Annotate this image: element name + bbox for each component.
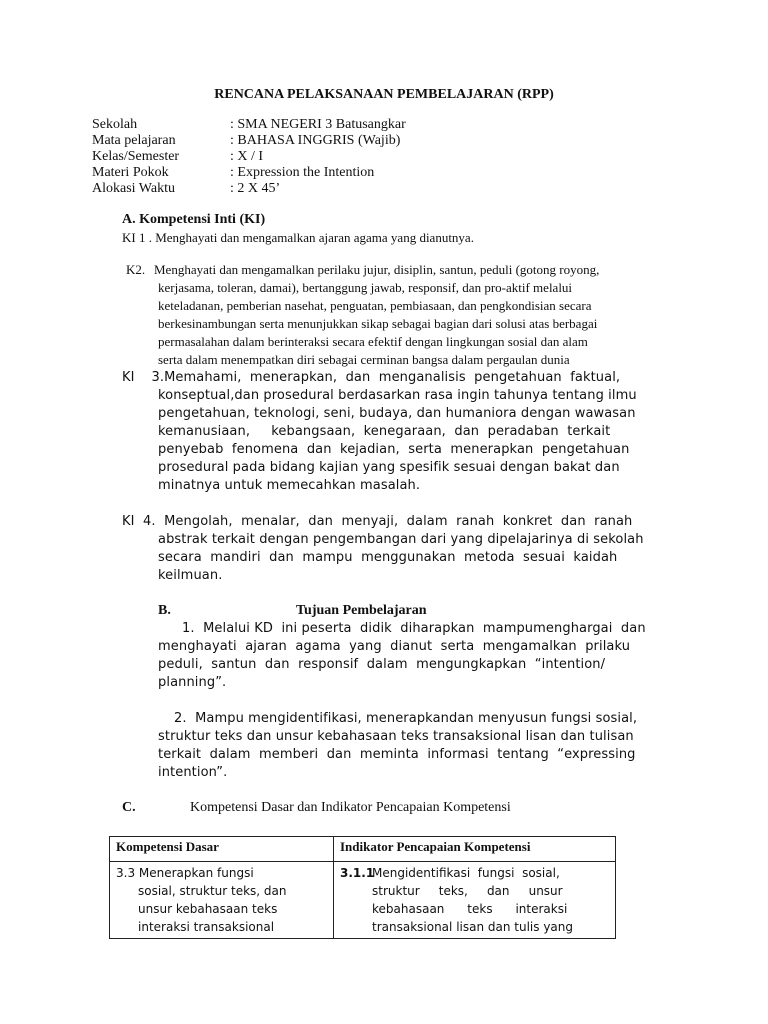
ki2-line: keteladanan, pemberian nasehat, penguatan, pembiasaan, dan pengkondisian secara bbox=[158, 298, 592, 313]
identity-row bbox=[92, 149, 263, 165]
ki2-line: serta dalam menempatkan diri sebagai cerminan bangsa dalam pergaulan dunia bbox=[158, 352, 570, 367]
tujuan-line: menghayati ajaran agama yang dianut serta mengamalkan prilaku bbox=[158, 639, 631, 654]
identity-label: Mata pelajaran bbox=[92, 133, 176, 148]
tujuan-line: intention”. bbox=[158, 765, 228, 780]
ki3-line: prosedural pada bidang kajian yang spesifik sesuai dengan bakat dan bbox=[158, 460, 620, 475]
kd-line: 3.3 Menerapkan fungsi bbox=[116, 866, 254, 880]
tujuan-line: planning”. bbox=[158, 675, 227, 690]
ipk-line: kebahasaan teks interaksi bbox=[372, 902, 568, 916]
section-c-heading: Kompetensi Dasar dan Indikator Pencapaian Kompetensi bbox=[190, 800, 511, 815]
tujuan-line: struktur teks dan unsur kebahasaan teks transaksional lisan dan tulisan bbox=[158, 729, 634, 744]
tujuan-point-2 bbox=[158, 710, 678, 782]
ki3-line: kemanusiaan, kebangsaan, kenegaraan, dan peradaban terkait bbox=[158, 424, 611, 439]
identity-value: : SMA NEGERI 3 Batusangkar bbox=[230, 117, 406, 132]
competency-table bbox=[109, 836, 616, 939]
table-header-kd: Kompetensi Dasar bbox=[110, 837, 334, 862]
table-row bbox=[110, 862, 616, 939]
ipk-line: Mengidentifikasi fungsi sosial, bbox=[372, 866, 560, 880]
tujuan-line: 2. Mampu mengidentifikasi, menerapkandan menyusun fungsi sosial, bbox=[174, 711, 638, 726]
ki4-line: KI 4. Mengolah, menalar, dan menyaji, dalam ranah konkret dan ranah bbox=[122, 514, 633, 529]
ki2-label: K2. bbox=[126, 262, 146, 277]
ki4-text bbox=[122, 513, 677, 585]
identity-value: : X / I bbox=[230, 149, 264, 164]
identity-row bbox=[92, 165, 374, 181]
kd-line: interaksi transaksional bbox=[138, 920, 275, 934]
identity-row bbox=[92, 133, 400, 149]
table-header-row bbox=[110, 837, 616, 862]
ki3-line: minatnya untuk memecahkan masalah. bbox=[158, 478, 421, 493]
identity-label: Kelas/Semester bbox=[92, 149, 180, 164]
ki3-line: konseptual,dan prosedural berdasarkan rasa ingin tahunya tentang ilmu bbox=[158, 388, 637, 403]
ki3-line: KI 3.Memahami, menerapkan, dan menganalisis pengetahuan faktual, bbox=[122, 370, 621, 385]
identity-label: Materi Pokok bbox=[92, 165, 169, 180]
identity-value: : BAHASA INGGRIS (Wajib) bbox=[230, 133, 401, 148]
ki2-text bbox=[154, 261, 658, 369]
identity-label: Sekolah bbox=[92, 117, 138, 132]
kd-line: sosial, struktur teks, dan bbox=[138, 884, 287, 898]
ki2-line: kerjasama, toleran, damai), bertanggung jawab, responsif, dan pro-aktif melalui bbox=[158, 280, 573, 295]
kd-line: unsur kebahasaan teks bbox=[138, 902, 278, 916]
ipk-line: struktur teks, dan unsur bbox=[372, 884, 563, 898]
section-b-heading: Tujuan Pembelajaran bbox=[296, 603, 427, 618]
tujuan-point-1 bbox=[158, 620, 678, 692]
identity-row bbox=[92, 181, 280, 197]
tujuan-line: terkait dalam memberi dan meminta informasi tentang “expressing bbox=[158, 747, 636, 762]
ipk-line: transaksional lisan dan tulis yang bbox=[372, 920, 573, 934]
ki1-text: KI 1 . Menghayati dan mengamalkan ajaran agama yang dianutnya. bbox=[122, 230, 474, 245]
ipk-cell bbox=[334, 862, 616, 939]
identity-label: Alokasi Waktu bbox=[92, 181, 175, 196]
identity-row bbox=[92, 117, 406, 133]
table-header-ipk: Indikator Pencapaian Kompetensi bbox=[334, 837, 616, 862]
ki4-line: abstrak terkait dengan pengembangan dari yang dipelajarinya di sekolah bbox=[158, 532, 644, 547]
ki3-line: pengetahuan, teknologi, seni, budaya, dan humaniora dengan wawasan bbox=[158, 406, 636, 421]
ki3-text bbox=[122, 369, 677, 495]
identity-value: : 2 X 45’ bbox=[230, 181, 281, 196]
ki2-line: Menghayati dan mengamalkan perilaku jujur, disiplin, santun, peduli (gotong royong, bbox=[154, 262, 600, 277]
tujuan-line: peduli, santun dan responsif dalam mengungkapkan “intention/ bbox=[158, 657, 606, 672]
identity-value: : Expression the Intention bbox=[230, 165, 375, 180]
ipk-number: 3.1.1 bbox=[340, 866, 375, 880]
section-a-heading: A. Kompetensi Inti (KI) bbox=[122, 212, 266, 227]
ki2-line: permasalahan dalam berinteraksi secara efektif dengan lingkungan sosial dan alam bbox=[158, 334, 588, 349]
document-title: RENCANA PELAKSANAAN PEMBELAJARAN (RPP) bbox=[214, 87, 554, 102]
ki4-line: secara mandiri dan mampu menggunakan metoda sesuai kaidah bbox=[158, 550, 618, 565]
ki4-line: keilmuan. bbox=[158, 568, 223, 583]
tujuan-line: 1. Melalui KD ini peserta didik diharapkan mampumenghargai dan bbox=[182, 621, 646, 636]
section-c-letter: C. bbox=[122, 800, 136, 815]
ki3-line: penyebab fenomena dan kejadian, serta menerapkan pengetahuan bbox=[158, 442, 630, 457]
ki2-line: berkesinambungan serta menunjukkan sikap sebagai bagian dari solusi atas berbagai bbox=[158, 316, 598, 331]
kd-cell bbox=[110, 862, 334, 939]
section-b-letter: B. bbox=[158, 603, 171, 618]
